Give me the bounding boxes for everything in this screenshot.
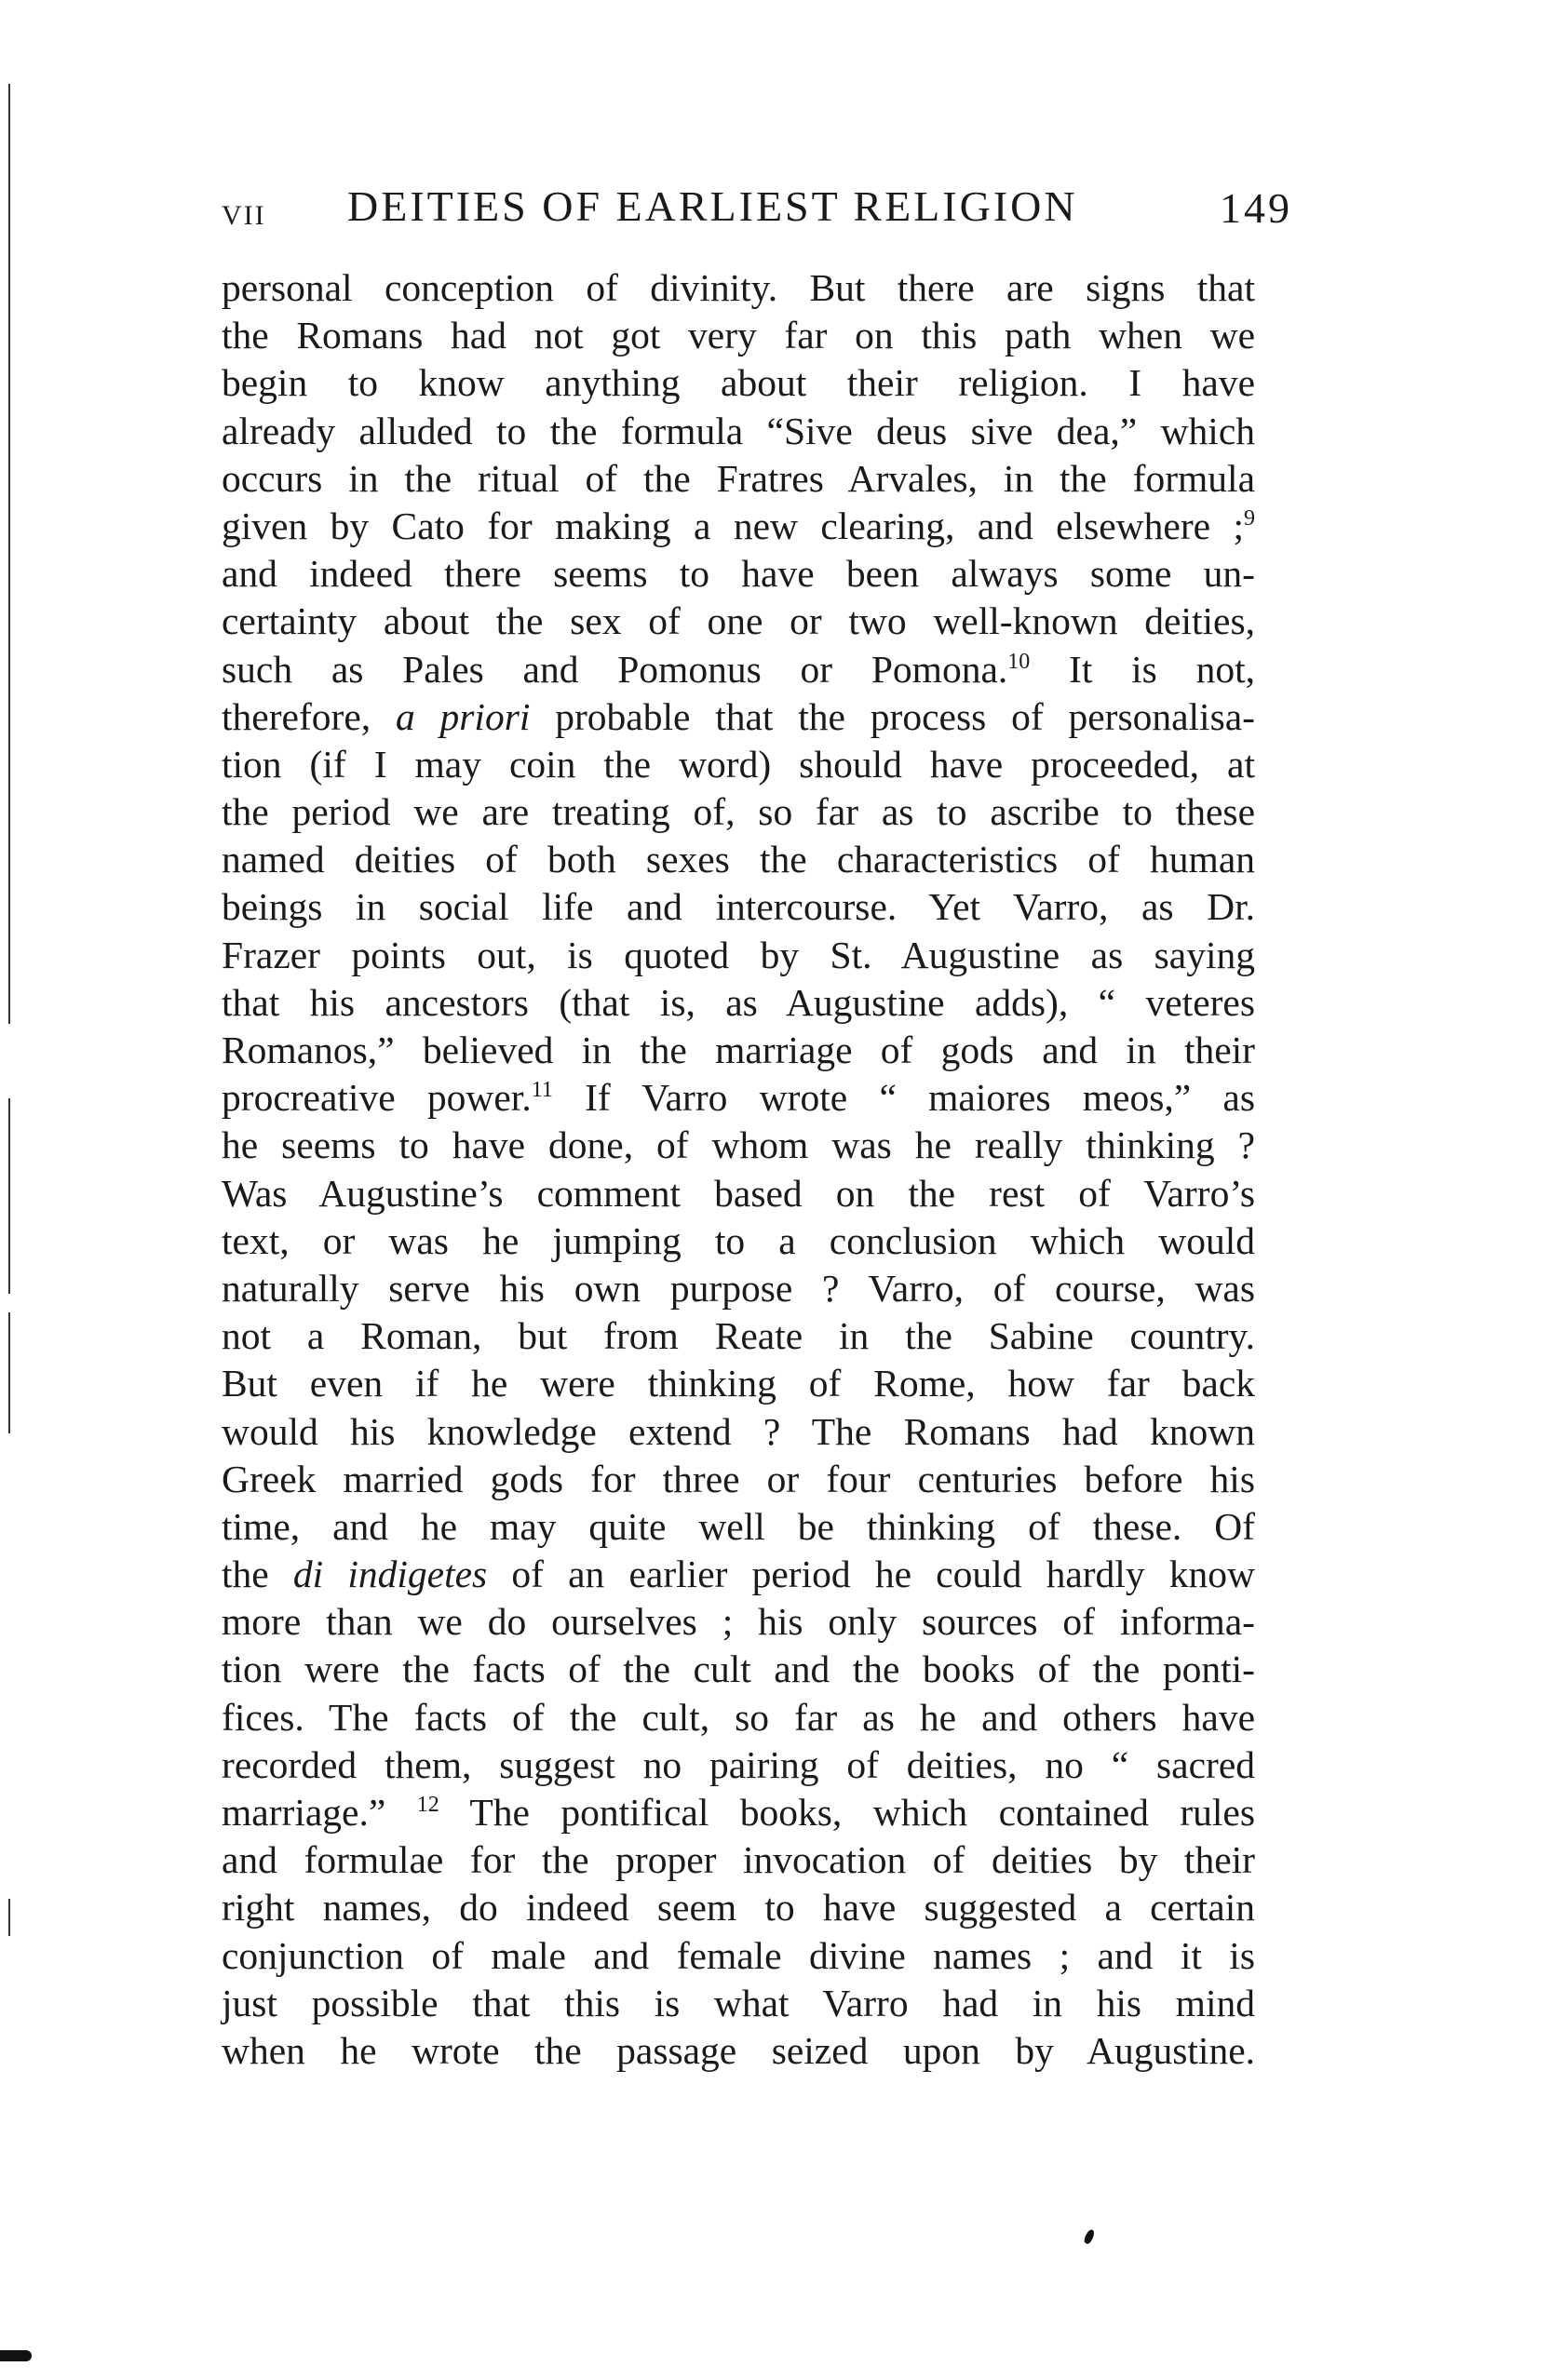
line-text: conjunction of male and female divine names ; and it is xyxy=(222,1933,1255,1977)
line-text: marriage.” xyxy=(222,1791,417,1834)
line-text: the period we are treating of, so far as to ascribe to these xyxy=(222,790,1255,834)
text-line xyxy=(222,979,1255,1027)
text-line xyxy=(222,1360,1255,1407)
line-text: certainty about the sex of one or two well-known deities, xyxy=(222,599,1255,643)
text-line xyxy=(222,1932,1255,1980)
text-line xyxy=(222,1646,1255,1693)
line-text: right names, do indeed seem to have suggested a certain xyxy=(222,1886,1255,1930)
footnote-reference: 11 xyxy=(531,1078,553,1103)
ink-speck xyxy=(1083,2228,1096,2245)
text-line xyxy=(222,1170,1255,1217)
line-text: fices. The facts of the cult, so far as he and others have xyxy=(222,1695,1255,1739)
line-text: But even if he were thinking of Rome, how far back xyxy=(222,1362,1255,1405)
chapter-number: VII xyxy=(222,200,266,231)
line-text: procreative power. xyxy=(222,1076,532,1120)
text-line xyxy=(222,1074,1255,1122)
line-text: recorded them, suggest no pairing of deities, no “ sacred xyxy=(222,1742,1255,1786)
line-text: time, and he may quite well be thinking of these. Of xyxy=(222,1504,1255,1548)
line-text: the Romans had not got very far on this path when we xyxy=(222,314,1255,357)
line-text: begin to know anything about their religion. I have xyxy=(222,361,1255,405)
text-line xyxy=(222,1598,1255,1646)
page-number: 149 xyxy=(1220,184,1292,232)
line-text: and indeed there seems to have been always some un- xyxy=(222,552,1255,596)
line-text: If Varro wrote “ maiores meos,” as xyxy=(552,1076,1255,1120)
line-text: Greek married gods for three or four centuries before his xyxy=(222,1457,1255,1500)
text-line xyxy=(222,741,1255,788)
line-text: It is not, xyxy=(1030,647,1255,691)
text-line xyxy=(222,1980,1255,2027)
text-line xyxy=(222,1836,1255,1884)
line-text: and formulae for the proper invocation of deities by their xyxy=(222,1838,1255,1882)
line-text: he seems to have done, of whom was he really thinking ? xyxy=(222,1123,1255,1167)
line-text: Was Augustine’s comment based on the rest of Varro’s xyxy=(222,1171,1255,1215)
italic-phrase: a priori xyxy=(395,694,531,738)
footnote-reference: 9 xyxy=(1244,506,1255,531)
text-line xyxy=(222,408,1255,455)
text-line xyxy=(222,455,1255,503)
scan-corner-mark xyxy=(0,2350,32,2361)
text-line xyxy=(222,1503,1255,1551)
line-text: would his knowledge extend ? The Romans had known xyxy=(222,1409,1255,1453)
line-text: of an earlier period he could hardly know xyxy=(487,1553,1255,1596)
line-text: Romanos,” believed in the marriage of gods and in their xyxy=(222,1029,1255,1071)
text-line xyxy=(222,693,1255,741)
line-text: the xyxy=(222,1553,293,1596)
line-text: just possible that this is what Varro had in his mind xyxy=(222,1981,1255,2024)
text-line xyxy=(222,1741,1255,1789)
text-line xyxy=(222,1694,1255,1741)
body-text xyxy=(222,264,1255,2075)
line-text: personal conception of divinity. But there are signs that xyxy=(222,266,1255,309)
text-line xyxy=(222,1456,1255,1503)
footnote-reference: 12 xyxy=(416,1793,439,1818)
text-line xyxy=(222,264,1255,312)
line-text: such as Pales and Pomonus or Pomona. xyxy=(222,647,1008,691)
text-line xyxy=(222,2027,1255,2075)
line-text: that his ancestors (that is, as Augustine adds), “ veteres xyxy=(222,980,1255,1024)
line-text: naturally serve his own purpose ? Varro, of course, was xyxy=(222,1266,1255,1310)
line-text: given by Cato for making a new clearing, and elsewhere ; xyxy=(222,504,1244,547)
footnote-reference: 10 xyxy=(1007,649,1031,674)
scan-edge-line xyxy=(8,1312,10,1433)
text-line xyxy=(222,836,1255,883)
scan-edge xyxy=(0,0,15,2380)
text-line xyxy=(222,359,1255,407)
running-head xyxy=(222,182,1292,237)
line-text: more than we do ourselves ; his only sources of informa- xyxy=(222,1600,1255,1644)
italic-phrase: di indigetes xyxy=(292,1553,488,1596)
text-line xyxy=(222,1312,1255,1360)
line-text: tion (if I may coin the word) should have proceeded, at xyxy=(222,742,1255,786)
chapter-title: DEITIES OF EARLIEST RELIGION xyxy=(347,182,1078,230)
text-line xyxy=(222,1551,1255,1598)
line-text: when he wrote the passage seized upon by Augustine. xyxy=(222,2028,1255,2072)
text-line xyxy=(222,1122,1255,1169)
text-line xyxy=(222,646,1255,693)
text-line xyxy=(222,1884,1255,1931)
text-line xyxy=(222,503,1255,550)
line-text: already alluded to the formula “Sive deus sive dea,” which xyxy=(222,409,1255,452)
line-text: The pontifical books, which contained rules xyxy=(439,1791,1255,1834)
line-text: Frazer points out, is quoted by St. Augustine as saying xyxy=(222,933,1255,976)
line-text: not a Roman, but from Reate in the Sabine country. xyxy=(222,1314,1255,1358)
line-text: tion were the facts of the cult and the books of the ponti- xyxy=(222,1647,1255,1691)
line-text: therefore, xyxy=(222,694,396,738)
text-line xyxy=(222,598,1255,645)
text-line xyxy=(222,1789,1255,1836)
scan-edge-line xyxy=(8,1098,10,1294)
line-text: probable that the process of personalisa- xyxy=(530,694,1255,738)
text-line xyxy=(222,1027,1255,1074)
text-line xyxy=(222,550,1255,598)
line-text: occurs in the ritual of the Fratres Arvales, in the formula xyxy=(222,456,1255,500)
scan-edge-line xyxy=(8,1899,10,1936)
text-line xyxy=(222,1265,1255,1312)
line-text: beings in social life and intercourse. Yet Varro, as Dr. xyxy=(222,885,1255,929)
line-text: named deities of both sexes the characteristics of human xyxy=(222,838,1255,881)
text-line xyxy=(222,1408,1255,1456)
text-line xyxy=(222,788,1255,836)
text-line xyxy=(222,932,1255,979)
line-text: text, or was he jumping to a conclusion which would xyxy=(222,1218,1255,1262)
text-line xyxy=(222,312,1255,359)
scan-edge-line xyxy=(8,84,10,1024)
text-line xyxy=(222,1217,1255,1265)
text-line xyxy=(222,883,1255,931)
